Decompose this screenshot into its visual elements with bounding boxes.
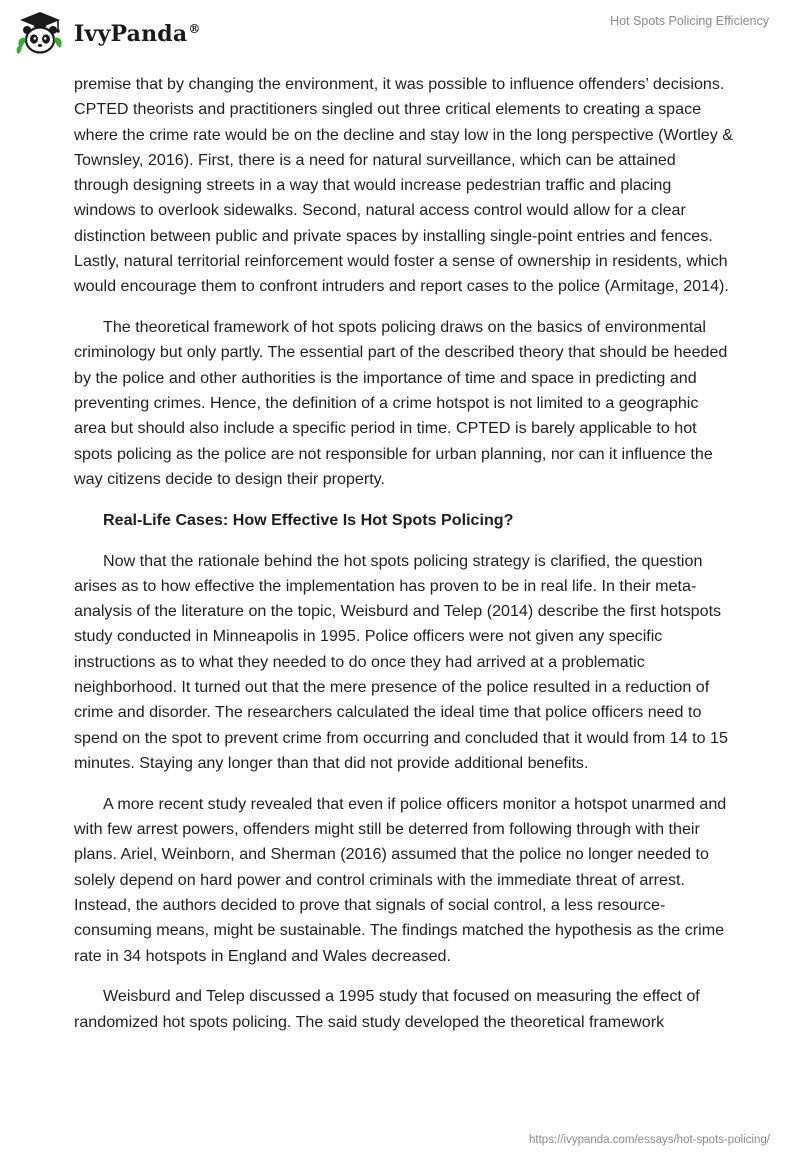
paragraph-1: premise that by changing the environment, it was possible to influence offenders’ decisions. CPTED theorists and practitioners singled out three critical elements to creating a space where the crime rate would be on the decline and stay low in the long perspective (Wortley & Townsley, 2016). First, there is a need for natural surveillance, which can be attained through designing streets in a way that would increase pedestrian traffic and placing windows to overlook sidewalks. Second, natural access control would allow for a clear distinction between public and private spaces by installing single-point entries and fences. Lastly, natural territorial reinforcement would foster a sense of ownership in residents, which would encourage them to confront intruders and report cases to the police (Armitage, 2014).	[74, 75, 734, 296]
paragraph-3: Now that the rationale behind the hot spots policing strategy is clarified, the question arises as to how effective the implementation has proven to be in real life. In their meta-analysis of the literature on the topic, Weisburd and Telep (2014) describe the first hotspots study conducted in Minneapolis in 1995. Police officers were not given any specific instructions as to what they needed to do once they had arrived at a problematic neighborhood. It turned out that the mere presence of the police resulted in a reduction of crime and disorder. The researchers calculated the ideal time that police officers need to spend on the spot to prevent crime from occurring and concluded that it would from 14 to 15 minutes. Staying any longer than that did not provide additional benefits.	[74, 551, 728, 772]
page-header	[0, 0, 800, 70]
paragraph-4: A more recent study revealed that even if police officers monitor a hotspot unarmed and with few arrest powers, offenders might still be deterred from following through with their plans. Ariel, Weinborn, and Sherman (2016) assumed that the police no longer needed to solely depend on hard power and control criminals with the immediate threat of arrest. Instead, the authors decided to prove that signals of social control, a less resource-consuming means, might be sustainable. The findings matched the hypothesis as the crime rate in 34 hotspots in England and Wales decreased.	[74, 794, 727, 965]
source-url[interactable]: https://ivypanda.com/essays/hot-spots-policing/	[529, 1134, 770, 1146]
brand-name: IvyPanda®	[74, 21, 201, 47]
document-title: Hot Spots Policing Efficiency	[610, 14, 769, 28]
paragraph-2: The theoretical framework of hot spots policing draws on the basics of environmental criminology but only partly. The essential part of the described theory that should be heeded by the police and other authorities is the importance of time and space in predicting and preventing crimes. Hence, the definition of a crime hotspot is not limited to a geographic area but should also include a specific period in time. CPTED is barely applicable to hot spots policing as the police are not responsible for urban planning, nor can it influence the way citizens decide to design their property.	[74, 318, 728, 488]
brand-logo[interactable]	[14, 8, 201, 60]
section-heading: Real-Life Cases: How Effective Is Hot Spots Policing?	[103, 510, 514, 529]
panda-graduate-icon	[14, 8, 66, 60]
registered-mark: ®	[188, 21, 201, 36]
paragraph-5: Weisburd and Telep discussed a 1995 study that focused on measuring the effect of randomized hot spots policing. The said study developed the theoretical framework	[74, 987, 700, 1031]
essay-body	[74, 72, 734, 1035]
